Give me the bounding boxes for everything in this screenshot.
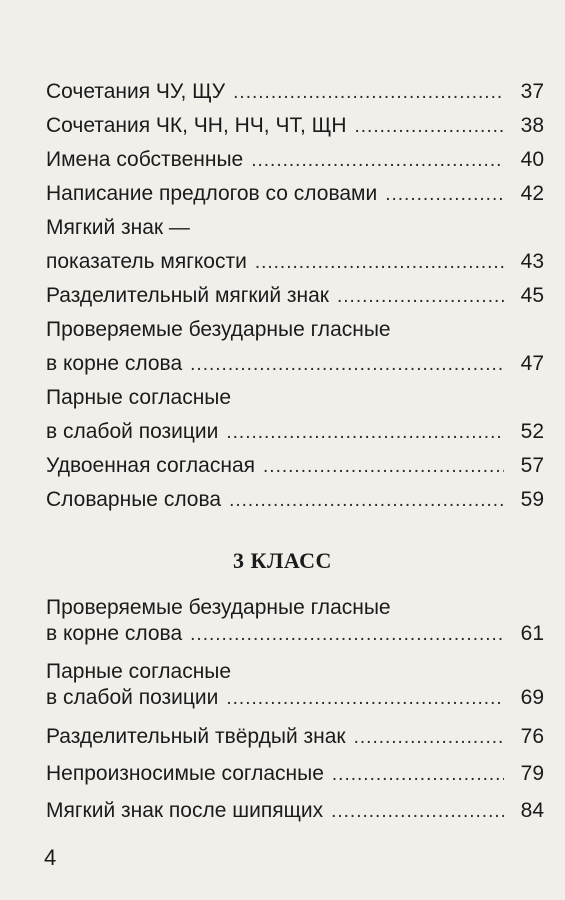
dot-leader <box>251 149 504 173</box>
toc-line <box>46 352 544 376</box>
toc-line <box>46 250 544 274</box>
toc-line <box>46 284 544 308</box>
dot-leader <box>233 81 504 105</box>
toc-entry <box>46 725 544 749</box>
toc-line <box>46 420 544 444</box>
toc-entry <box>46 799 544 823</box>
toc-entry-title-line2: в корне слова <box>46 352 183 375</box>
toc-entry <box>46 596 544 646</box>
toc-entry-page: 45 <box>520 284 544 307</box>
toc-line <box>46 114 544 138</box>
toc-entry-page: 37 <box>520 80 544 103</box>
toc-entry-title: Мягкий знак после шипящих <box>46 799 324 822</box>
toc-entry-page: 79 <box>520 762 544 785</box>
toc-entry-title: Сочетания ЧК, ЧН, НЧ, ЧТ, ЩН <box>46 114 347 137</box>
toc-entry-page: 42 <box>520 182 544 205</box>
toc-entry-page: 59 <box>520 488 544 511</box>
dot-leader <box>190 353 504 377</box>
toc-entry <box>46 318 544 376</box>
toc-entry-page: 40 <box>520 148 544 171</box>
toc-entry <box>46 488 544 512</box>
toc-line <box>46 182 544 206</box>
toc-entry-title: Словарные слова <box>46 488 222 511</box>
toc-line <box>46 686 544 710</box>
dot-leader <box>190 623 504 647</box>
toc-entry-title: Написание предлогов со словами <box>46 182 378 205</box>
toc-entry-title-line1: Парные согласные <box>46 660 232 683</box>
dot-leader <box>337 285 504 309</box>
toc-line <box>46 762 544 786</box>
toc-entry <box>46 762 544 786</box>
toc-entry-title-line1: Парные согласные <box>46 386 232 409</box>
dot-leader <box>226 687 504 711</box>
dot-leader <box>331 800 504 824</box>
toc-entry-page: 47 <box>520 352 544 375</box>
toc-entry <box>46 216 544 274</box>
dot-leader <box>332 763 504 787</box>
toc-entry-title-line1: Мягкий знак — <box>46 216 190 239</box>
dot-leader <box>226 421 504 445</box>
section-heading: 3 КЛАСС <box>233 548 332 573</box>
toc-entry-page: 52 <box>520 420 544 443</box>
toc-entry-title-line1: Проверяемые безударные гласные <box>46 596 391 619</box>
toc-entry-page: 38 <box>520 114 544 137</box>
toc-line <box>46 454 544 478</box>
toc-entry-title-line2: в слабой позиции <box>46 686 219 709</box>
toc-entry <box>46 386 544 444</box>
dot-leader <box>385 183 504 207</box>
toc-line <box>46 148 544 172</box>
toc-entry-title-line1: Проверяемые безударные гласные <box>46 318 391 341</box>
toc-line <box>46 725 544 749</box>
toc-entry <box>46 182 544 206</box>
toc-entry-page: 61 <box>520 622 544 645</box>
toc-entry-title-line2: показатель мягкости <box>46 250 247 273</box>
toc-entry <box>46 114 544 138</box>
toc-entry-page: 57 <box>520 454 544 477</box>
toc-line <box>46 80 544 104</box>
dot-leader <box>263 455 504 479</box>
toc-entry-title: Разделительный мягкий знак <box>46 284 329 307</box>
dot-leader <box>354 726 504 750</box>
toc-entry-title-line2: в слабой позиции <box>46 420 219 443</box>
toc-entry-page: 76 <box>520 725 544 748</box>
toc-entry <box>46 148 544 172</box>
toc-entry <box>46 454 544 478</box>
toc-line <box>46 488 544 512</box>
toc-entry <box>46 284 544 308</box>
toc-entry-title-line2: в корне слова <box>46 622 183 645</box>
toc-line <box>46 799 544 823</box>
dot-leader <box>229 489 504 513</box>
toc-line <box>46 622 544 646</box>
toc-entry-title: Сочетания ЧУ, ЩУ <box>46 80 226 103</box>
toc-entry-title: Имена собственные <box>46 148 244 171</box>
toc-entry-page: 43 <box>520 250 544 273</box>
toc-entry-page: 84 <box>520 799 544 822</box>
toc-entry-page: 69 <box>520 686 544 709</box>
toc-entry-title: Непроизносимые согласные <box>46 762 324 785</box>
dot-leader <box>255 251 504 275</box>
toc-entry <box>46 660 544 710</box>
toc-entry <box>46 80 544 104</box>
toc-entry-title: Разделительный твёрдый знак <box>46 725 346 748</box>
dot-leader <box>354 115 504 139</box>
page-number: 4 <box>44 845 57 870</box>
toc-entry-title: Удвоенная согласная <box>46 454 256 477</box>
